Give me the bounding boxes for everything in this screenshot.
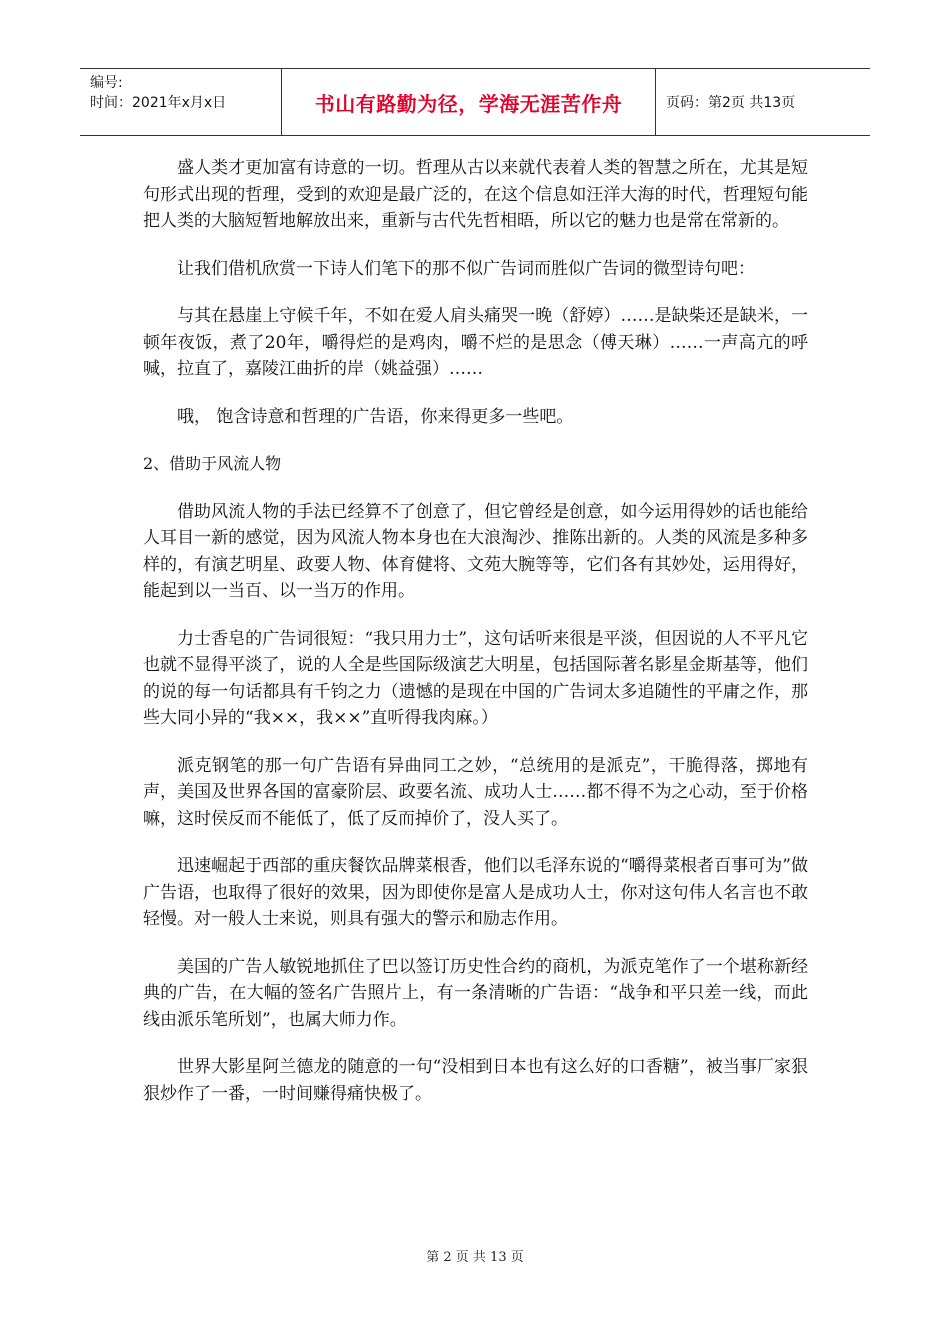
header-motto: 书山有路勤为径，学海无涯苦作舟 [282,69,656,135]
page-header [80,68,870,136]
document-body [143,155,808,1128]
paragraph: 世界大影星阿兰德龙的随意的一句“没相到日本也有这么好的口香糖”，被当事厂家狠狠炒作了一番，一时间赚得痛快极了。 [143,1057,808,1104]
paragraph: 让我们借机欣赏一下诗人们笔下的那不似广告词而胜似广告词的微型诗句吧： [177,258,755,279]
paragraph: 借助风流人物的手法已经算不了创意了，但它曾经是创意，如今运用得妙的话也能给人耳目一新的感觉，因为风流人物本身也在大浪淘沙、推陈出新的。人类的风流是多种多样的，有演艺明星、政要人物、体育健将、文苑大腕等等，它们各有其妙处，运用得好，能起到以一当百、以一当万的作用。 [143,501,808,601]
header-meta [80,69,282,135]
paragraph: 哦， 饱含诗意和哲理的广告语，你来得更多一些吧。 [177,406,574,427]
paragraph: 派克钢笔的那一句广告语有异曲同工之妙，“总统用的是派克”，干脆得落，掷地有声，美国及世界各国的富豪阶层、政要名流、成功人士……都不得不为之心动，至于价格嘛，这时侯反而不能低了，低了反而掉价了，没人买了。 [143,755,808,829]
page-footer: 第 2 页 共 13 页 [426,1250,524,1265]
paragraph: 迅速崛起于西部的重庆餐饮品牌菜根香，他们以毛泽东说的“嚼得菜根者百事可为”做广告语，也取得了很好的效果，因为即使你是富人是成功人士，你对这句伟人名言也不敢轻慢。对一般人士来说，则具有强大的警示和励志作用。 [143,856,808,929]
paragraph: 力士香皂的广告词很短：“我只用力士”，这句话听来很是平淡，但因说的人不平凡它也就不显得平淡了，说的人全是些国际级演艺大明星，包括国际著名影星金斯基等，他们的说的每一句话都具有千钧之力（遗憾的是现在中国的广告词太多追随性的平庸之作，那些大同小异的“我××，我××”直听得我肉麻。） [143,628,808,728]
header-page-info: 页码：第2页 共13页 [666,95,796,111]
paragraph: 盛人类才更加富有诗意的一切。哲理从古以来就代表着人类的智慧之所在，尤其是短句形式出现的哲理，受到的欢迎是最广泛的，在这个信息如汪洋大海的时代，哲理短句能把人类的大脑短暂地解放出来，重新与古代先哲相晤，所以它的魅力也是常在常新的。 [143,158,808,231]
document-number-label: 编号: [90,75,123,91]
document-time-label: 时间：2021年x月x日 [90,95,227,111]
paragraph: 美国的广告人敏锐地抓住了巴以签订历史性合约的商机，为派克笔作了一个堪称新经典的广告，在大幅的签名广告照片上，有一条清晰的广告语：“战争和平只差一线，而此线由派乐笔所划”，也属大师力作。 [143,956,808,1030]
paragraph: 与其在悬崖上守候千年，不如在爱人肩头痛哭一晚（舒婷）……是缺柴还是缺米，一顿年夜饭，煮了20年，嚼得烂的是鸡肉，嚼不烂的是思念（傅天琳）……一声高亢的呼喊，拉直了，嘉陵江曲折的岸（姚益强）…… [143,306,808,379]
section-heading: 2、借助于风流人物 [143,454,282,473]
